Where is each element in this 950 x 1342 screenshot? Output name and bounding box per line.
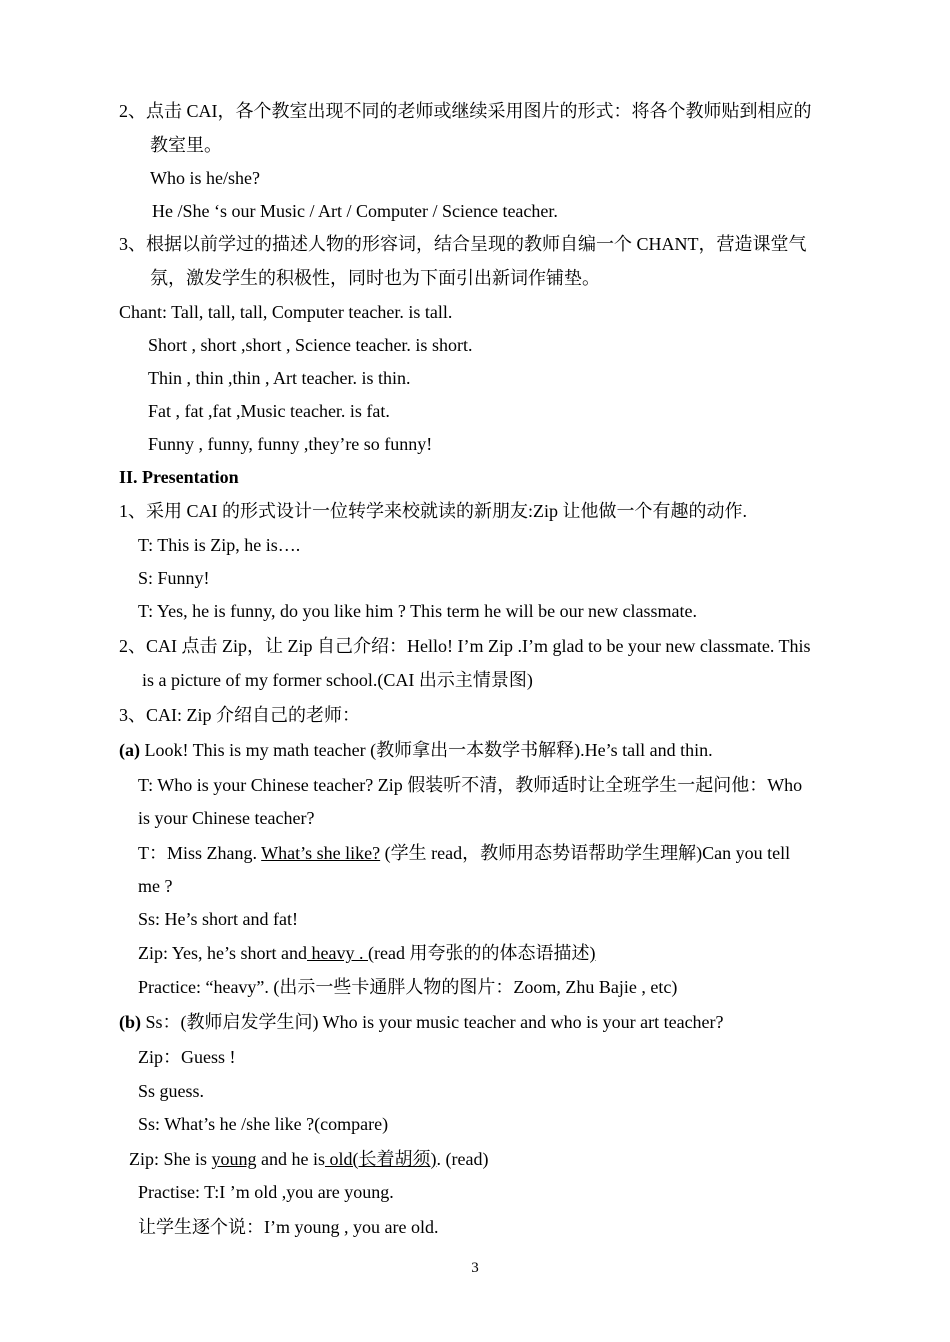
answer-teacher: He /She ‘s our Music / Art / Computer / Science teacher. <box>152 201 558 221</box>
dialogue-t-4-line-2: me ? <box>138 876 173 896</box>
part-b-text: Ss：(教师启发学生问) Who is your music teacher and who is your art teacher? <box>141 1012 724 1032</box>
ss-guess: Ss guess. <box>138 1081 205 1101</box>
chant-line-1: Chant: Tall, tall, tall, Computer teacher. is tall. <box>119 302 453 322</box>
underlined-whats-she-like: What’s she like? <box>261 843 381 863</box>
practice-heavy: Practice: “heavy”. (出示一些卡通胖人物的图片：Zoom, Zhu Bajie , etc) <box>138 977 678 997</box>
practise-old-young: Practise: T:I ’m old ,you are young. <box>138 1182 394 1202</box>
step-2-line-1: 2、点击 CAI，各个教室出现不同的老师或继续采用图片的形式：将各个教师贴到相应的 <box>119 101 812 121</box>
chant-line-3: Thin , thin ,thin , Art teacher. is thin. <box>148 368 411 388</box>
question-who: Who is he/she? <box>150 168 260 188</box>
underlined-young: young <box>211 1149 257 1169</box>
presentation-step-1: 1、采用 CAI 的形式设计一位转学来校就读的新朋友:Zip 让他做一个有趣的动作. <box>119 501 747 521</box>
presentation-step-2-line-2: is a picture of my former school.(CAI 出示主情景图) <box>142 670 533 690</box>
underlined-old: old(长着胡须) <box>325 1149 437 1169</box>
dialogue-zip-3-rest: . (read) <box>436 1149 489 1169</box>
step-3-line-2: 氛，激发学生的积极性，同时也为下面引出新词作铺垫。 <box>150 268 600 288</box>
dialogue-t-3-line-1: T: Who is your Chinese teacher? Zip 假装听不清，教师适时让全班学生一起问他：Who <box>138 775 803 795</box>
dialogue-zip-3 <box>129 1148 849 1170</box>
part-b-line <box>119 1011 839 1033</box>
page-number: 3 <box>471 1260 479 1276</box>
dialogue-s-1: S: Funny! <box>138 568 210 588</box>
dialogue-zip-3-text: Zip: She is <box>129 1149 212 1169</box>
dialogue-ss-1: Ss: He’s short and fat! <box>138 909 298 929</box>
dialogue-ss-2: Ss: What’s he /she like ?(compare) <box>138 1114 389 1134</box>
dialogue-t-3-line-2: is your Chinese teacher? <box>138 808 315 828</box>
students-say: 让学生逐个说：I’m young , you are old. <box>138 1217 439 1237</box>
step-2-line-2: 教室里。 <box>150 135 222 155</box>
presentation-step-3: 3、CAI: Zip 介绍自己的老师： <box>119 705 360 725</box>
part-b-label: (b) <box>119 1012 141 1032</box>
chant-line-2: Short , short ,short , Science teacher. is short. <box>148 335 473 355</box>
dialogue-zip-2: Zip：Guess ! <box>138 1047 236 1067</box>
dialogue-t-4-text: T：Miss Zhang. <box>138 843 262 863</box>
part-a-text: Look! This is my math teacher (教师拿出一本数学书解释).He’s tall and thin. <box>140 740 713 760</box>
presentation-step-2-line-1: 2、CAI 点击 Zip，让 Zip 自己介绍：Hello! I’m Zip .I’m glad to be your new classmate. This <box>119 636 811 656</box>
step-3-line-1: 3、根据以前学过的描述人物的形容词，结合呈现的教师自编一个 CHANT，营造课堂气 <box>119 234 807 254</box>
chant-line-5: Funny , funny, funny ,they’re so funny! <box>148 434 433 454</box>
dialogue-zip-1 <box>138 942 858 964</box>
dialogue-zip-1-text: Zip: Yes, he’s short and <box>138 943 308 963</box>
dialogue-t-1: T: This is Zip, he is…. <box>138 535 301 555</box>
section-heading-presentation: II. Presentation <box>119 467 239 487</box>
dialogue-t-4-rest: (学生 read，教师用态势语帮助学生理解)Can you tell <box>380 843 791 863</box>
part-a-line <box>119 739 839 761</box>
part-a-label: (a) <box>119 740 140 760</box>
underlined-paren: ) <box>589 943 596 963</box>
underlined-heavy: heavy . <box>307 943 368 963</box>
dialogue-t-2: T: Yes, he is funny, do you like him ? This term he will be our new classmate. <box>138 601 698 621</box>
dialogue-zip-3-mid: and he is <box>256 1149 325 1169</box>
dialogue-t-4-line-1 <box>138 842 858 864</box>
chant-line-4: Fat , fat ,fat ,Music teacher. is fat. <box>148 401 390 421</box>
dialogue-zip-1-rest: (read 用夸张的的体态语描述 <box>368 943 590 963</box>
